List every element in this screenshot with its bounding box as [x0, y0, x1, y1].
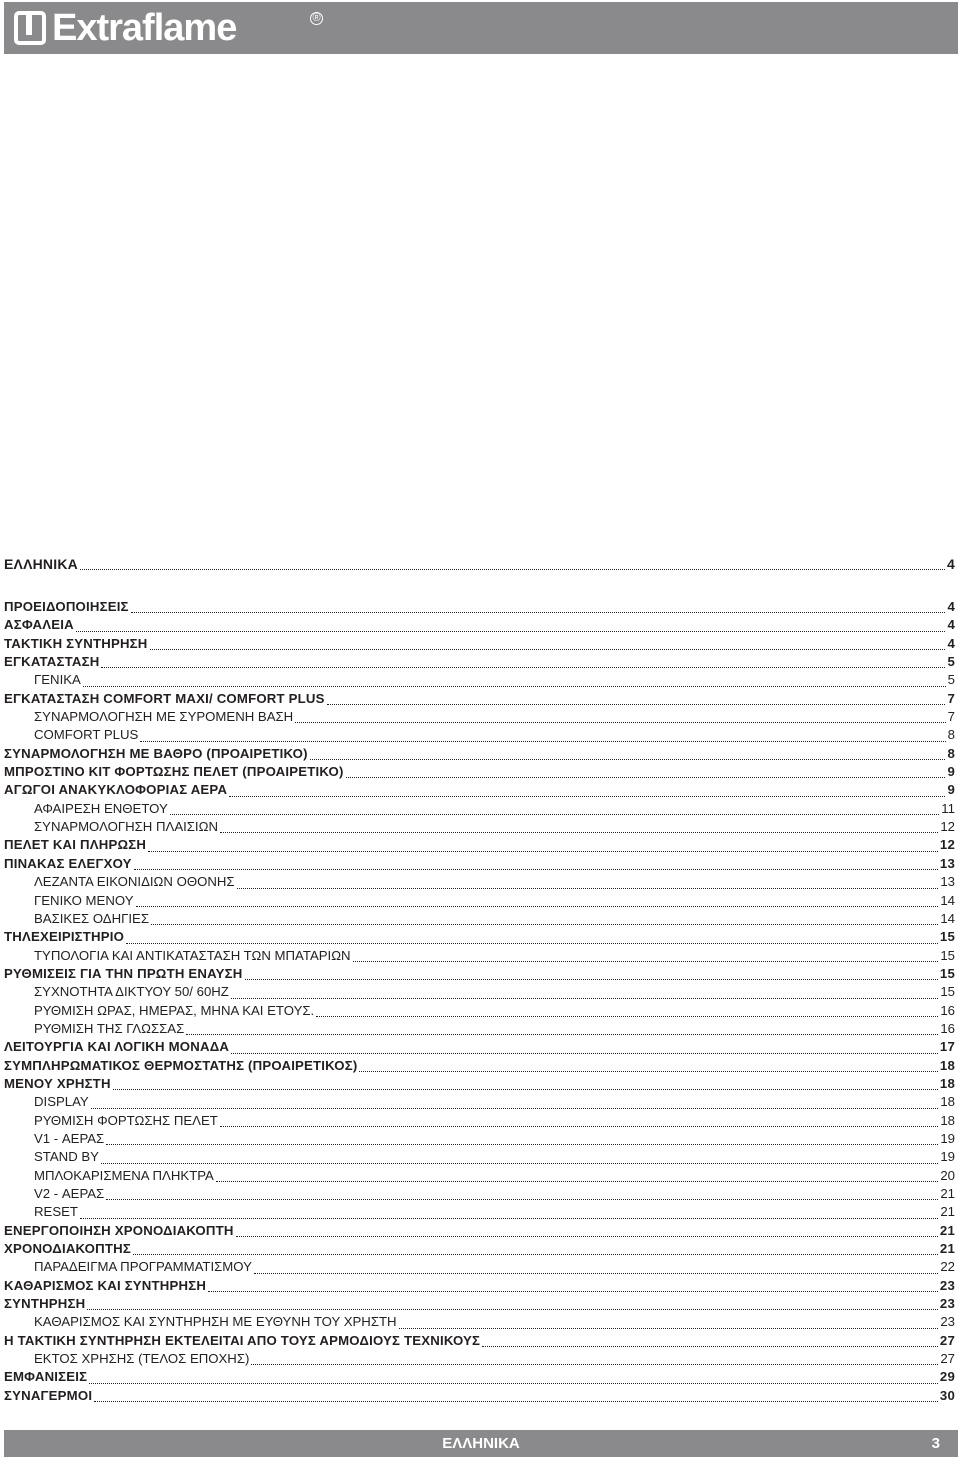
- toc-dot-leader: [353, 960, 939, 962]
- toc-entry[interactable]: [4, 617, 955, 635]
- toc-dot-leader: [106, 1198, 938, 1200]
- toc-entry-label: ΡΥΘΜΙΣΗ ΩΡΑΣ, ΗΜΕΡΑΣ, ΜΗΝΑ ΚΑΙ ΕΤΟΥΣ.: [34, 1002, 315, 1018]
- toc-entry-label: ΛΕΖΑΝΤΑ ΕΙΚΟΝΙΔΙΩΝ ΟΘΟΝΗΣ: [34, 874, 235, 890]
- toc-dot-leader: [80, 568, 945, 570]
- toc-entry[interactable]: [4, 636, 955, 654]
- toc-entry-page: 14: [940, 892, 955, 908]
- toc-entry-page: 20: [940, 1167, 955, 1183]
- toc-dot-leader: [327, 703, 946, 705]
- toc-dot-leader: [229, 795, 945, 797]
- toc-entry-page: 18: [939, 1075, 955, 1091]
- toc-entry[interactable]: [4, 837, 955, 855]
- toc-entry-page: 11: [941, 800, 955, 816]
- toc-dot-leader: [133, 1253, 938, 1255]
- toc-entry[interactable]: [4, 1058, 955, 1076]
- toc-entry-label: ΠΕΛΕΤ ΚΑΙ ΠΛΗΡΩΣΗ: [4, 837, 147, 853]
- toc-entry-page: 4: [947, 617, 955, 633]
- toc-entry[interactable]: [4, 691, 955, 709]
- toc-entry-label: ΣΥΜΠΛΗΡΩΜΑΤΙΚΟΣ ΘΕΡΜΟΣΤΑΤΗΣ (ΠΡΟΑΙΡΕΤΙΚΟΣ): [4, 1057, 358, 1073]
- toc-entry[interactable]: [4, 984, 955, 1002]
- toc-entry[interactable]: [4, 1039, 955, 1057]
- toc-entry-page: 17: [939, 1039, 955, 1055]
- toc-dot-leader: [170, 813, 940, 815]
- toc-entry-label: ΕΝΕΡΓΟΠΟΙΗΣΗ ΧΡΟΝΟΔΙΑΚΟΠΤΗ: [4, 1222, 234, 1238]
- toc-dot-leader: [140, 740, 945, 742]
- toc-entry-page: 4: [947, 599, 955, 614]
- toc-entry-page: 23: [939, 1296, 955, 1312]
- toc-entry-page: 27: [940, 1351, 955, 1367]
- header-bar: [4, 2, 958, 54]
- toc-dot-leader: [399, 1327, 939, 1329]
- toc-dot-leader: [208, 1290, 938, 1292]
- toc-entry-label: ΠΡΟΕΙΔΟΠΟΙΗΣΕΙΣ: [4, 599, 129, 614]
- toc-entry-label: ΓΕΝΙΚΑ: [34, 672, 81, 688]
- footer-language: ΕΛΛΗΝΙΚΑ: [442, 1435, 520, 1452]
- brand-logo: [14, 7, 321, 49]
- toc-entry-page: 16: [940, 1020, 955, 1036]
- toc-dot-leader: [101, 1162, 938, 1164]
- toc-entry-page: 13: [940, 874, 955, 890]
- toc-entry[interactable]: [4, 801, 955, 819]
- toc-entry-page: 4: [947, 556, 955, 572]
- toc-dot-leader: [251, 1363, 938, 1365]
- toc-dot-leader: [216, 1180, 938, 1182]
- toc-dot-leader: [87, 1308, 938, 1310]
- toc-entry-page: 5: [947, 654, 955, 670]
- toc-entry[interactable]: [4, 746, 955, 764]
- toc-entry-page: 18: [939, 1057, 955, 1073]
- logo-mark-icon: [14, 11, 46, 45]
- toc-entry-page: 18: [940, 1112, 955, 1128]
- toc-entry[interactable]: [4, 1351, 955, 1369]
- toc-dot-leader: [295, 721, 945, 723]
- toc-entry-label: ΣΥΝΑΡΜΟΛΟΓΗΣΗ ΜΕ ΣΥΡΟΜΕΝΗ ΒΑΣΗ: [34, 709, 294, 725]
- toc-dot-leader: [231, 1052, 938, 1054]
- toc-entry-label: ΕΓΚΑΤΑΣΤΑΣΗ COMFORT MAXI/ COMFORT PLUS: [4, 690, 325, 706]
- toc-dot-leader: [126, 942, 938, 944]
- toc-entry[interactable]: [4, 672, 955, 690]
- toc-entry[interactable]: [4, 1076, 955, 1094]
- toc-entry-page: 7: [947, 709, 955, 725]
- toc-entry-label: ΣΥΧΝΟΤΗΤΑ ΔΙΚΤΥΟΥ 50/ 60HZ: [34, 984, 229, 1000]
- toc-entry-label: COMFORT PLUS: [34, 727, 139, 743]
- toc-dot-leader: [101, 666, 945, 668]
- toc-dot-leader: [106, 1143, 938, 1145]
- toc-entry-page: 13: [939, 855, 955, 871]
- toc-entry-label: ΡΥΘΜΙΣΗ ΤΗΣ ΓΛΩΣΣΑΣ: [34, 1020, 185, 1036]
- toc-entry[interactable]: [4, 1333, 955, 1351]
- toc-entry-label: ΑΦΑΙΡΕΣΗ ΕΝΘΕΤΟΥ: [34, 800, 168, 816]
- toc-entry[interactable]: [4, 654, 955, 672]
- toc-entry[interactable]: [4, 911, 955, 929]
- toc-entry-page: 8: [947, 745, 955, 761]
- toc-dot-leader: [346, 776, 946, 778]
- toc-entry[interactable]: [4, 874, 955, 892]
- toc-entry-label: V2 - ΑΕΡΑΣ: [34, 1186, 105, 1201]
- toc-entry-page: 7: [947, 690, 955, 706]
- toc-entry-label: DISPLAY: [34, 1094, 89, 1110]
- toc-entry[interactable]: [4, 1094, 955, 1112]
- toc-entry-page: 14: [940, 910, 955, 926]
- toc-entry-label: ΕΜΦΑΝΙΣΕΙΣ: [4, 1369, 88, 1385]
- toc-entry-label: Η ΤΑΚΤΙΚΗ ΣΥΝΤΗΡΗΣΗ ΕΚΤΕΛΕΙΤΑΙ ΑΠΟ ΤΟΥΣ ΑΡΜΟΔΙΟΥΣ ΤΕΧΝΙΚΟΥΣ: [4, 1332, 481, 1348]
- toc-dot-leader: [310, 758, 946, 760]
- toc-entry[interactable]: [4, 599, 955, 617]
- toc-dot-leader: [150, 648, 946, 650]
- toc-entry-page: 30: [939, 1387, 955, 1403]
- toc-entry-label: ΚΑΘΑΡΙΣΜΟΣ ΚΑΙ ΣΥΝΤΗΡΗΣΗ: [4, 1277, 207, 1293]
- toc-dot-leader: [482, 1345, 938, 1347]
- toc-entry[interactable]: [4, 782, 955, 800]
- toc-entry-page: 21: [940, 1186, 955, 1201]
- toc-entry-page: 8: [947, 727, 955, 743]
- toc-dot-leader: [83, 685, 946, 687]
- toc-entry-page: 19: [940, 1149, 955, 1165]
- toc-entry-page: 21: [940, 1204, 955, 1220]
- toc-entry-label: ΤΥΠΟΛΟΓΙΑ ΚΑΙ ΑΝΤΙΚΑΤΑΣΤΑΣΗ ΤΩΝ ΜΠΑΤΑΡΙΩΝ: [34, 947, 351, 963]
- toc-entry[interactable]: [4, 727, 955, 745]
- toc-entry[interactable]: [4, 1278, 955, 1296]
- toc-dot-leader: [359, 1070, 937, 1072]
- brand-name: Extraflame: [52, 7, 237, 49]
- toc-entry[interactable]: [4, 1241, 955, 1259]
- toc-entry[interactable]: [4, 1168, 955, 1186]
- toc-entry[interactable]: [4, 929, 955, 947]
- toc-entry-label: ΜΕΝΟΥ ΧΡΗΣΤΗ: [4, 1075, 111, 1091]
- toc-dot-leader: [91, 1107, 939, 1109]
- toc-entry-label: RESET: [34, 1204, 78, 1220]
- toc-entry[interactable]: [4, 1369, 955, 1387]
- toc-entry-page: 4: [947, 635, 955, 651]
- toc-entry-page: 21: [939, 1241, 955, 1257]
- toc-dot-leader: [94, 1400, 938, 1402]
- toc-entry-label: ΜΠΡΟΣΤΙΝΟ ΚΙΤ ΦΟΡΤΩΣΗΣ ΠΕΛΕΤ (ΠΡΟΑΙΡΕΤΙΚΟ): [4, 764, 344, 780]
- toc-dot-leader: [148, 850, 938, 852]
- toc-entry[interactable]: [4, 966, 955, 984]
- toc-entry-page: 12: [939, 837, 955, 853]
- toc-entry-page: 15: [939, 965, 955, 981]
- toc-dot-leader: [186, 1033, 938, 1035]
- toc-entry-label: ΣΥΝΑΡΜΟΛΟΓΗΣΗ ΠΛΑΙΣΙΩΝ: [34, 819, 218, 835]
- toc-entry-page: 15: [940, 984, 955, 1000]
- toc-dot-leader: [136, 905, 939, 907]
- toc-entry[interactable]: [4, 556, 955, 574]
- toc-entry-page: 16: [940, 1002, 955, 1018]
- toc-entry[interactable]: [4, 1259, 955, 1277]
- toc-entry[interactable]: [4, 893, 955, 911]
- toc-dot-leader: [245, 978, 938, 980]
- toc-entry[interactable]: [4, 1149, 955, 1167]
- toc-entry-label: ΑΓΩΓΟΙ ΑΝΑΚΥΚΛΟΦΟΡΙΑΣ ΑΕΡΑ: [4, 782, 228, 798]
- toc-entry-label: ΧΡΟΝΟΔΙΑΚΟΠΤΗΣ: [4, 1241, 131, 1257]
- toc-entry-label: ΡΥΘΜΙΣΗ ΦΟΡΤΩΣΗΣ ΠΕΛΕΤ: [34, 1112, 218, 1128]
- toc-dot-leader: [254, 1272, 938, 1274]
- toc-entry-label: ΠΙΝΑΚΑΣ ΕΛΕΓΧΟΥ: [4, 855, 132, 871]
- toc-dot-leader: [151, 923, 938, 925]
- toc-entry[interactable]: [4, 1131, 955, 1149]
- toc-entry-label: ΡΥΘΜΙΣΕΙΣ ΓΙΑ ΤΗΝ ΠΡΩΤΗ ΕΝΑΥΣΗ: [4, 965, 243, 981]
- toc-dot-leader: [220, 1125, 939, 1127]
- toc-entry[interactable]: [4, 1314, 955, 1332]
- toc-entry[interactable]: [4, 1388, 955, 1406]
- toc-entry-label: ΑΣΦΑΛΕΙΑ: [4, 617, 74, 633]
- toc-dot-leader: [220, 831, 938, 833]
- toc-entry-page: 29: [939, 1369, 955, 1385]
- toc-dot-leader: [236, 1235, 938, 1237]
- footer-bar: [4, 1430, 958, 1457]
- toc-dot-leader: [237, 887, 939, 889]
- toc-entry-label: ΣΥΝΑΓΕΡΜΟΙ: [4, 1387, 93, 1403]
- toc-entry-page: 27: [939, 1332, 955, 1348]
- toc-entry-label: ΚΑΘΑΡΙΣΜΟΣ ΚΑΙ ΣΥΝΤΗΡΗΣΗ ΜΕ ΕΥΘΥΝΗ ΤΟΥ ΧΡΗΣΤΗ: [34, 1314, 397, 1330]
- toc-entry[interactable]: [4, 1223, 955, 1241]
- toc-entry-label: ΣΥΝΤΗΡΗΣΗ: [4, 1296, 86, 1312]
- toc-entry-label: V1 - ΑΕΡΑΣ: [34, 1130, 105, 1146]
- toc-entry[interactable]: [4, 1296, 955, 1314]
- toc-entry[interactable]: [4, 819, 955, 837]
- toc-entry-label: ΒΑΣΙΚΕΣ ΟΔΗΓΙΕΣ: [34, 910, 150, 926]
- toc-dot-leader: [76, 630, 946, 632]
- toc-entry-label: ΤΗΛΕΧΕΙΡΙΣΤΗΡΙΟ: [4, 929, 125, 945]
- toc-entry-page: 21: [939, 1222, 955, 1238]
- toc-entry-page: 15: [939, 929, 955, 945]
- toc-entry[interactable]: [4, 948, 955, 966]
- toc-entry[interactable]: [4, 709, 955, 727]
- toc-entry-page: 12: [940, 819, 955, 835]
- toc-entry-label: ΛΕΙΤΟΥΡΓΙΑ ΚΑΙ ΛΟΓΙΚΗ ΜΟΝΑΔΑ: [4, 1039, 230, 1055]
- toc-entry[interactable]: [4, 1003, 955, 1021]
- registered-mark: ®: [310, 12, 323, 25]
- toc-entry-label: ΣΥΝΑΡΜΟΛΟΓΗΣΗ ΜΕ ΒΑΘΡΟ (ΠΡΟΑΙΡΕΤΙΚΟ): [4, 745, 308, 761]
- toc-dot-leader: [113, 1088, 938, 1090]
- toc-entry-page: 5: [947, 672, 955, 688]
- toc-entry[interactable]: [4, 1204, 955, 1222]
- toc-entry-label: ΜΠΛΟΚΑΡΙΣΜΕΝΑ ΠΛΗΚΤΡΑ: [34, 1167, 214, 1183]
- toc-dot-leader: [89, 1382, 938, 1384]
- toc-entry-label: ΤΑΚΤΙΚΗ ΣΥΝΤΗΡΗΣΗ: [4, 635, 148, 651]
- toc-entry-label: ΠΑΡΑΔΕΙΓΜΑ ΠΡΟΓΡΑΜΜΑΤΙΣΜΟΥ: [34, 1259, 252, 1275]
- toc-entry-page: 22: [940, 1259, 955, 1275]
- toc-entry-label: ΕΛΛΗΝΙΚΑ: [4, 556, 78, 572]
- table-of-contents: [4, 556, 955, 1406]
- toc-entry[interactable]: [4, 764, 955, 782]
- toc-entry-label: ΓΕΝΙΚΟ ΜΕΝΟΥ: [34, 892, 134, 908]
- toc-entry[interactable]: [4, 1113, 955, 1131]
- toc-dot-leader: [316, 1015, 938, 1017]
- toc-entry-label: ΕΓΚΑΤΑΣΤΑΣΗ: [4, 654, 100, 670]
- footer-page-number: 3: [931, 1435, 940, 1452]
- toc-entry-page: 18: [940, 1094, 955, 1110]
- toc-entry[interactable]: [4, 1186, 955, 1204]
- toc-entry-page: 23: [939, 1277, 955, 1293]
- toc-entry-page: 9: [947, 782, 955, 798]
- toc-entry-label: ΕΚΤΟΣ ΧΡΗΣΗΣ (ΤΕΛΟΣ ΕΠΟΧΗΣ): [34, 1351, 250, 1367]
- toc-entry-page: 9: [947, 764, 955, 780]
- toc-entry[interactable]: [4, 856, 955, 874]
- toc-entry-page: 23: [940, 1314, 955, 1330]
- toc-dot-leader: [131, 611, 946, 613]
- toc-dot-leader: [231, 997, 938, 999]
- toc-entry-page: 15: [940, 947, 955, 963]
- toc-entry[interactable]: [4, 1021, 955, 1039]
- toc-dot-leader: [80, 1217, 938, 1219]
- toc-entry-label: STAND BY: [34, 1149, 99, 1165]
- toc-entry-page: 19: [940, 1130, 955, 1146]
- toc-dot-leader: [134, 868, 938, 870]
